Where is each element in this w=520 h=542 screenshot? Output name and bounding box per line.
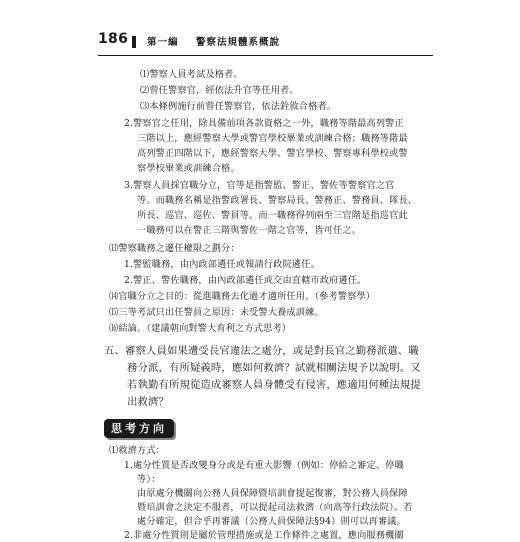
- list-item: ⑶本條例施行前曾任警察官，依法銓敘合格者。: [140, 101, 337, 112]
- paragraph-line: 2.警察官之任用，除具備前項各款資格之一外，職務等階最高列警正: [124, 118, 404, 129]
- paragraph-line: 所長、巡官、巡佐、警員等。而一職務得列兩至三官階是指巡官此: [137, 210, 408, 221]
- paragraph-line: 察學校畢業或訓練合格。: [137, 163, 240, 174]
- list-item: 1.警監職務，由內政部遴任或報請行政院遴任。: [124, 259, 320, 270]
- answer-heading: ⑴救濟方式：: [109, 445, 166, 456]
- thinking-direction-badge: 思考方向: [104, 419, 174, 438]
- paragraph-line: 3.警察人員採官職分立，官等是指警監、警正、警佐等警察官之官: [124, 180, 395, 191]
- list-item: ⒁官職分立之目的：從進職務去化過才適所任用。（參考警察學）: [109, 291, 376, 302]
- list-item: ⒂三等考試只出任警員之原因：未受警大養成訓練。: [109, 307, 324, 318]
- list-item: 2.警正、警佐職務，由內政部遴任或交由直轄市政府遴任。: [124, 275, 367, 286]
- paragraph-line: 等。而職務名稱是指警政署長、警察局長、警務正、警務員、隊長、: [137, 195, 418, 206]
- list-item: ⑴警察人員考試及格者。: [140, 69, 243, 80]
- answer-line: 處分確定，但合乎再審議（公務人員保障法§94）則可以再審議。: [137, 516, 406, 527]
- paragraph-line: 高列警正四階以下，應經警察大學、警官學校、警察專科學校或警: [137, 148, 408, 159]
- answer-line: 暨培訓會之決定不服者，可以提起司法救濟（向高等行政法院）。若: [137, 502, 413, 513]
- question-line: 若執勤有所規從造成審察人員身體受有侵害，應適用何種法規提: [127, 379, 421, 391]
- list-item: ⑵曾任警察官，經依法升官等任用者。: [140, 85, 299, 96]
- section-heading: ⒀警察職務之遷任權限之劃分：: [109, 243, 240, 254]
- answer-line: 由原處分機關向公務人員保障暨培訓會提起復審，對公務人員保障: [137, 488, 408, 499]
- question-line: 出救濟？: [127, 396, 169, 408]
- chapter-label: 第一編: [147, 37, 179, 48]
- list-item: ⒃結論。（建議朝向對警大育利之方式思考）: [109, 323, 292, 334]
- question-line: 務分派，有所疑義時，應如何救濟？試就相關法規予以說明。又: [127, 362, 421, 374]
- answer-line: 2.非處分性質則是屬於管理措施或是工作條件之處置，應向服務機關: [124, 530, 404, 541]
- chapter-title: 警察法規體系概說: [196, 37, 281, 48]
- answer-line: 等）：: [137, 474, 161, 485]
- paragraph-line: 三階以上，應經警察大學或警官學校畢業或訓練合格；職務等階最: [137, 133, 408, 144]
- page-number: 186: [98, 31, 129, 47]
- paragraph-line: 一職務可以在警正三階與警佐一階之官等，皆可任之。: [137, 225, 362, 236]
- question-line: 五、審察人員如果遭受長官違法之處分，或是對長官之勤務派遣、職: [104, 345, 419, 357]
- answer-line: 1.處分性質是否改變身分或是有重大影響（例如：停給之審定、停職: [124, 460, 404, 471]
